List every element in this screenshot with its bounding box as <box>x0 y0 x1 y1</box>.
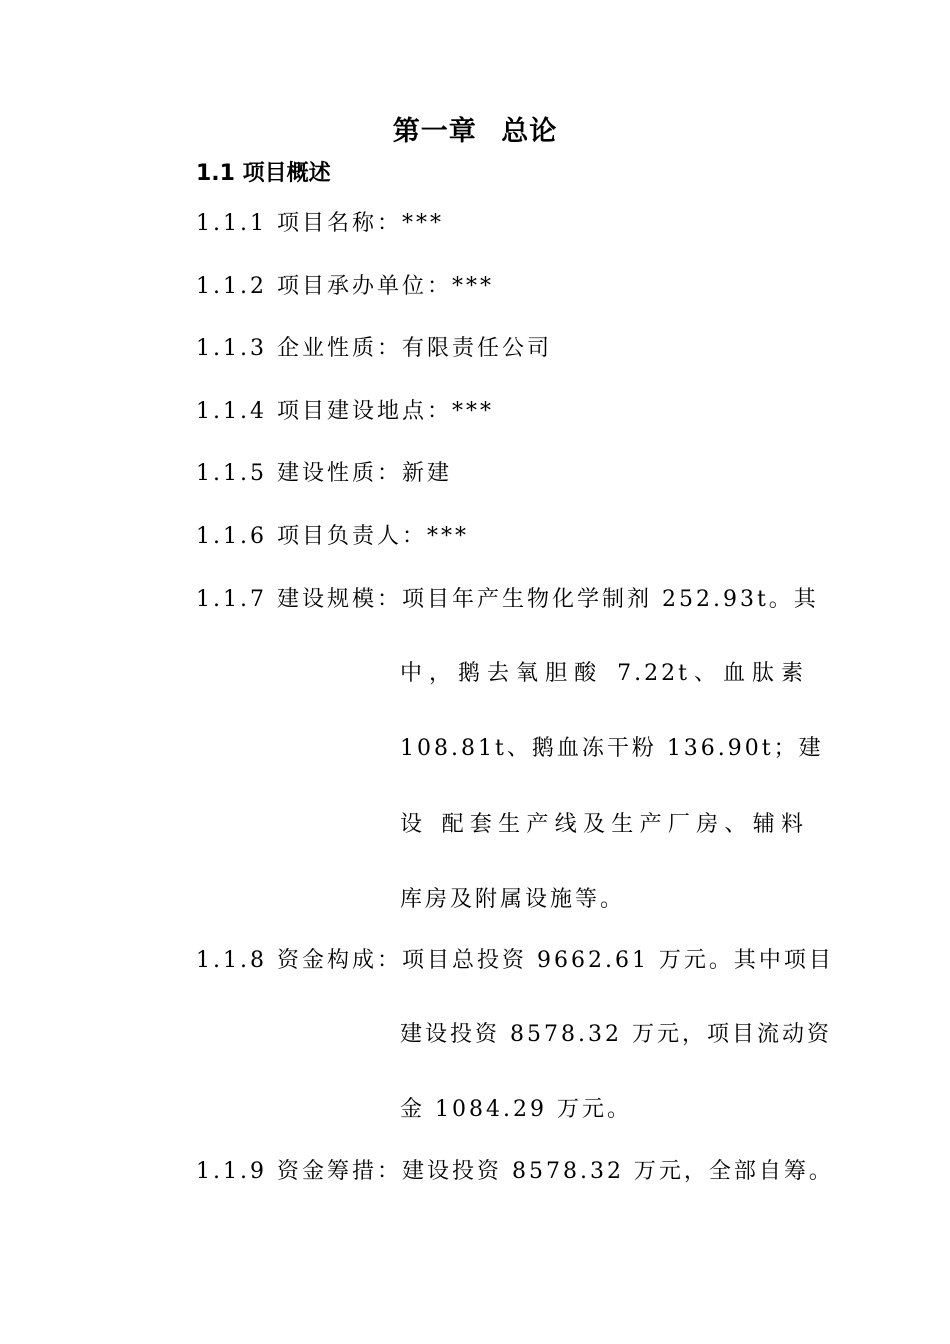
item-project-name: 1.1.1 项目名称：*** <box>196 211 444 236</box>
item-construction-scale-line-3: 108.81t、鹅血冻干粉 136.90t；建 <box>400 736 824 761</box>
item-fund-composition-line-2: 建设投资 8578.32 万元，项目流动资 <box>400 1022 832 1047</box>
item-construction-scale-line-2: 中，鹅去氧胆酸 7.22t、血肽素 <box>400 661 806 686</box>
item-fund-composition: 1.1.8 资金构成：项目总投资 9662.61 万元。其中项目 <box>196 948 834 973</box>
item-fund-composition-line-3: 金 1084.29 万元。 <box>400 1097 632 1122</box>
item-construction-scale-line-5: 库房及附属设施等。 <box>400 887 626 912</box>
item-construction-scale-line-4: 设 配套生产线及生产厂房、辅料 <box>400 812 806 837</box>
item-construction-nature: 1.1.5 建设性质：新建 <box>196 461 452 486</box>
item-fund-raising: 1.1.9 资金筹措：建设投资 8578.32 万元，全部自筹。 <box>196 1159 834 1184</box>
item-construction-scale: 1.1.7 建设规模：项目年产生物化学制剂 252.93t。其 <box>196 587 819 612</box>
section-heading: 1.1 项目概述 <box>196 161 331 186</box>
item-undertaking-unit: 1.1.2 项目承办单位：*** <box>196 274 494 299</box>
chapter-title: 第一章 总论 <box>392 116 558 147</box>
item-project-leader: 1.1.6 项目负责人：*** <box>196 524 469 549</box>
item-enterprise-nature: 1.1.3 企业性质：有限责任公司 <box>196 336 552 361</box>
item-construction-site: 1.1.4 项目建设地点：*** <box>196 399 494 424</box>
